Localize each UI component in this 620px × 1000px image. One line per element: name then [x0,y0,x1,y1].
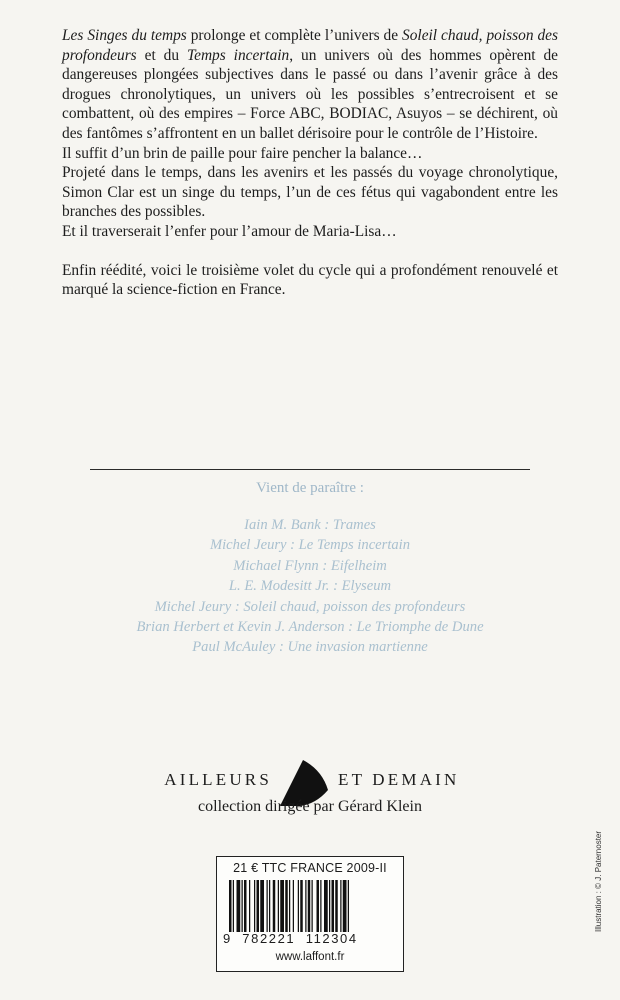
publisher-url: www.laffont.fr [275,951,345,963]
recent-title: L. E. Modesitt Jr. : Elyseum [228,578,392,595]
recent-heading: Vient de paraître : [256,480,364,496]
collection-name-left: AILLEURS [164,770,272,789]
recent-title: Brian Herbert et Kevin J. Anderson : Le Triomphe de Dune [136,619,484,636]
recent-titles-list [90,515,530,658]
collection-name-right: ET DEMAIN [338,770,460,789]
divider-rule [90,469,530,470]
blurb-paragraph-5: Enfin réédité, voici le troisième volet du cycle qui a profondément renouvelé et marqué la science-fiction en France. [62,261,558,299]
isbn-number: 9 782221 112304 [223,931,358,946]
recent-title: Iain M. Bank : Trames [244,517,376,533]
recent-title: Michael Flynn : Eifelheim [233,557,387,574]
collection-director: collection dirigée par Gérard Klein [198,798,422,815]
recent-title: Paul McAuley : Une invasion martienne [192,639,428,656]
back-cover-blurb [62,26,558,300]
price-label: 21 € TTC FRANCE 2009-II [233,861,387,875]
recent-title: Michel Jeury : Soleil chaud, poisson des profondeurs [154,598,466,615]
blurb-paragraph-1: Les Singes du temps prolonge et complète l’univers de Soleil chaud, poisson des profondeurs et du Temps incertain, un univers où des hommes opèrent de dangereuses plongées subjectives dans le passé ou dans l’avenir grâce à des drogues chronolytiques, un univers où les possibles s’entrecroisent et se combattent, où des empires – Force ABC, BODIAC, Asuyos – se déchirent, où des fantômes s’affrontent en un ballet dérisoire pour le contrôle de l’Histoire. [62,27,559,142]
blurb-paragraph-2: Il suffit d’un brin de paille pour faire pencher la balance… [62,144,423,162]
barcode-box [216,856,404,972]
illustration-credit: Illustration : © J. Paternoster [594,830,603,932]
blurb-paragraph-4: Et il traverserait l’enfer pour l’amour de Maria-Lisa… [62,222,397,240]
barcode-bars [229,880,393,932]
recent-title: Michel Jeury : Le Temps incertain [209,537,411,554]
blurb-paragraph-3: Projeté dans le temps, dans les avenirs et les passés du voyage chronolytique, Simon Clar est un singe du temps, l’un de ces fétus qui vagabondent entre les branches des possibles. [62,164,558,221]
